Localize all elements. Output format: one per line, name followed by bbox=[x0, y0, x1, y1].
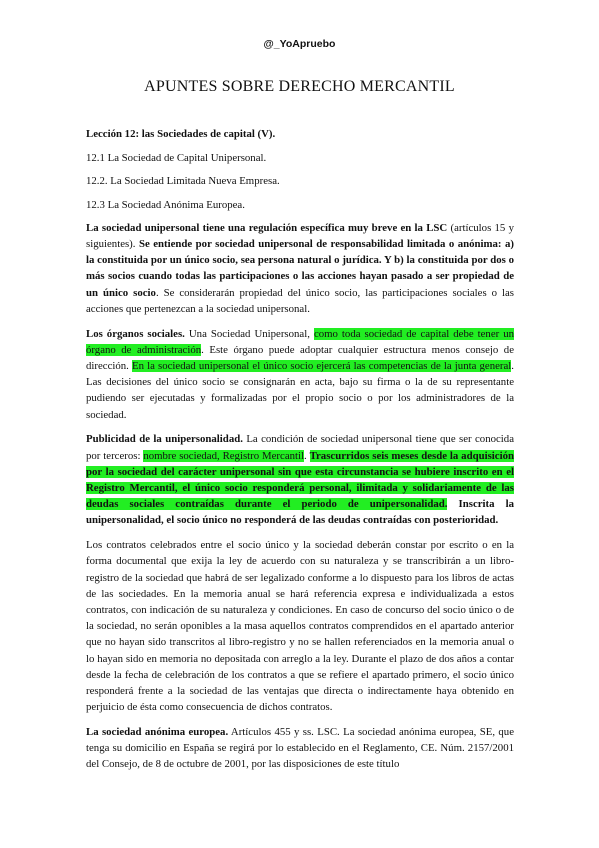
paragraph-contratos: Los contratos celebrados entre el socio único y la sociedad deberán constar por escrito o en la forma documental que exija la ley de acuerdo con su naturaleza y se transcribirán a un libro-registro de la sociedad que habrá de ser legalizado conforme a lo dispuesto para los libros de actas de las sociedades. En la memoria anual se hará referencia expresa e individualizada a estos contratos, con indicación de su naturaleza y condiciones. En caso de concurso del socio único o de la sociedad, no serán oponibles a la masa aquellos contratos comprendidos en el apartado anterior que no hayan sido transcritos al libro-registro y no se hallen referenciados en la memoria anual o lo hayan sido en memoria no depositada con arreglo a la ley. Durante el plazo de dos años a contar desde la fecha de celebración de los contratos a que se refiere el apartado primero, el socio único responderá frente a la sociedad de las ventajas que directa o indirectamente haya obtenido en perjuicio de ésta como consecuencia de dichos contratos. bbox=[86, 539, 514, 714]
paragraph-organos bbox=[86, 326, 514, 423]
bold-text: Publicidad de la unipersonalidad. bbox=[86, 433, 243, 446]
highlighted-bold-text: Trascurridos seis meses desde la adquisición por la sociedad del carácter unipersonal sin que esta circunstancia se hubiere inscrito en el Registro Mercantil, el único socio responderá personal, ilimitada y solidariamente de las deudas sociales contraídas durante el periodo de unipersonalidad. bbox=[86, 449, 514, 511]
highlighted-text: En la sociedad unipersonal el único socio ejercerá las competencias de la junta general bbox=[132, 360, 512, 373]
lesson-heading: Lección 12: las Sociedades de capital (V). bbox=[86, 128, 276, 140]
text-span: La condición de sociedad unipersonal tiene que ser conocida por terceros: bbox=[86, 433, 514, 462]
bold-text: La sociedad unipersonal tiene una regulación específica muy breve en la LSC bbox=[86, 221, 448, 234]
topic-item: 12.1 La Sociedad de Capital Unipersonal. bbox=[86, 152, 267, 165]
paragraph-anonima-europea bbox=[86, 724, 514, 773]
bold-text: Inscrita la unipersonalidad, el socio único no responderá de las deudas contraídas con posterioridad. bbox=[86, 498, 514, 527]
topic-item: 12.3 La Sociedad Anónima Europea. bbox=[86, 198, 245, 211]
text-span: Una Sociedad Unipersonal, bbox=[184, 327, 314, 340]
page-title: APUNTES SOBRE DERECHO MERCANTIL bbox=[144, 78, 455, 95]
text-span: (artículos 15 y siguientes). bbox=[86, 221, 514, 251]
paragraph-publicidad bbox=[86, 431, 514, 528]
topic-item: 12.2. La Sociedad Limitada Nueva Empresa. bbox=[86, 175, 280, 188]
highlighted-text: nombre sociedad, Registro Mercantil bbox=[143, 449, 305, 462]
text-span: Artículos 455 y ss. LSC. La sociedad anónima europea, SE, que tenga su domicilio en España se regirá por lo establecido en el Reglamento, CE. Núm. 2157/2001 del Consejo, de 8 de octubre de 2001, por las disposiciones de este título bbox=[86, 726, 514, 771]
paragraph-unipersonal bbox=[86, 220, 514, 317]
bold-text: Se entiende por sociedad unipersonal de responsabilidad limitada o anónima: a) la constituida por un único socio, sea persona natural o jurídica. Y b) la constituida por dos o más socios cuando todas las participaciones o las acciones hayan pasado a ser propiedad de un único socio bbox=[86, 238, 514, 299]
document-body bbox=[86, 126, 514, 781]
author-handle: @_YoApruebo bbox=[263, 38, 336, 50]
bold-text: Los órganos sociales. bbox=[86, 327, 185, 340]
bold-text: La sociedad anónima europea. bbox=[86, 726, 229, 739]
text-span: . bbox=[304, 449, 310, 462]
text-span: . Las decisiones del único socio se consignarán en acta, bajo su firma o la de su representante pudiendo ser ejecutadas y formalizadas por el propio socio o por los administradores de la sociedad. bbox=[86, 360, 514, 421]
highlighted-text: como toda sociedad de capital debe tener un órgano de administración bbox=[86, 327, 515, 356]
text-span: . Este órgano puede adoptar cualquier estructura menos consejo de dirección. bbox=[86, 343, 514, 373]
text-span: . Se considerarán propiedad del único socio, las participaciones sociales o las acciones que pertenezcan a la sociedad unipersonal. bbox=[86, 286, 514, 315]
